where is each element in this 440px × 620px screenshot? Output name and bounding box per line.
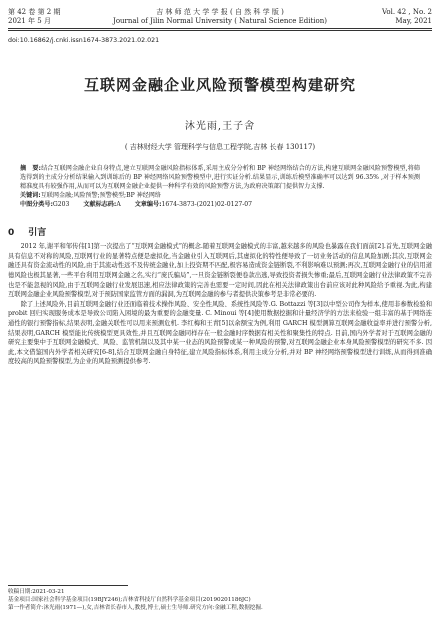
header-rule-thin bbox=[8, 30, 432, 31]
affiliation: ( 吉林财经大学 管理科学与信息工程学院,吉林 长春 130117) bbox=[124, 143, 316, 151]
journal-name-en: Journal of Jilin Normal University ( Natural Science Edition) bbox=[113, 17, 327, 25]
clc-number bbox=[20, 200, 69, 209]
keywords-text: 互联网金融;风险预警;预警模型;BP 神经网络 bbox=[40, 192, 161, 200]
footnotes bbox=[8, 585, 432, 612]
publication-date: 2021 年 5 月 bbox=[8, 17, 51, 25]
document-code bbox=[83, 200, 120, 209]
keywords bbox=[20, 191, 420, 200]
doc-label: 文献标志码: bbox=[83, 201, 117, 209]
abstract bbox=[20, 164, 420, 191]
footnote-funding: 基金项目:国家社会科学基金项目(19BJY246);吉林省科技厅自然科学基金项目(20190201186JC) bbox=[8, 597, 251, 603]
clc-label: 中图分类号: bbox=[20, 201, 53, 209]
id-value: 1674-3873-(2021)02-0127-07 bbox=[161, 201, 253, 209]
article-id bbox=[135, 200, 252, 209]
running-header bbox=[8, 8, 432, 26]
footnote-author: 第一作者简介:沐光雨(1971—),女,吉林省长春市人,教授,博士,硕士生导师.研究方向:金融工程,数据挖掘. bbox=[8, 605, 263, 611]
paper-title: 互联网金融企业风险预警模型构建研究 bbox=[83, 76, 356, 94]
keywords-label: 关键词: bbox=[20, 192, 41, 200]
doi[interactable]: doi:10.16862/j.cnki.issn1674-3873.2021.02.021 bbox=[8, 37, 160, 44]
volume-issue: 第 42 卷 第 2 期 bbox=[8, 8, 61, 16]
id-label: 文章编号: bbox=[134, 201, 162, 209]
journal-name-cn: 吉 林 师 范 大 学 学 报 ( 自 然 科 学 版 ) bbox=[156, 8, 284, 16]
abstract-label: 摘 要: bbox=[20, 165, 41, 172]
doc-value: A bbox=[116, 201, 121, 209]
clc-value: G203 bbox=[52, 201, 70, 209]
body-text bbox=[8, 242, 432, 367]
section-number: 0 bbox=[8, 228, 15, 239]
paragraph: 2012 年,谢平和邹传伟[1]第一次提出了“互联网金融模式”的概念.随着互联网金融模式的丰富,越来越多的风险也暴露在我们面前[2].首先,互联网金融具有信息不对称的风险,互联网行业的显著特点便是虚拟化,当金融业引入互联网后,其虚拟化的特性便导致了一切业务活动的信息风险加剧;其次,互联网金融还具有资金流动性的风险,由于其流动性远不及传统金融业,加上投资期不匹配,极容易造成资金链断裂,不利影响难以预测;再次,互联网金融行业的信用道德风险也极其显著,一些平台利用互联网金融之名,实行“庞氏骗局”,一旦资金链断裂便卷款出逃,导致投资者损失惨重;最后,互联网金融行业法律政策不完善也是不能忽视的风险,由于互联网金融行业发展迅速,相应法律政策的完善也需要一定时间,因此在相关法律政策出台前应该对此种风险给予重视.为此,构建互联网金融企业风险预警模型,对于预防国家监管方面的漏洞,为互联网金融的参与者提供决策参考是非常必要的. bbox=[8, 243, 432, 299]
abstract-text: 结合互联网金融企业自身特点,建立互联网金融风险指标体系,采用主成分分析和 BP 神经网络结合的方法,构建互联网金融风险预警模型,将筛选得到的主成分分析结果输入到训练后的 BP 神经网络风险预警模型中,进行实证分析.结果显示,训练后模型准确率可以达到 96.35% ,对于样本预测精准度具有较强作用,从而可以为互联网金融企业提供一种科学有效的风险预警方法,为政府决策部门提供智力支撑. bbox=[20, 165, 421, 191]
section-title: 引言 bbox=[28, 228, 47, 239]
article-meta bbox=[20, 200, 420, 209]
footnote-received: 收稿日期:2021-03-21 bbox=[8, 589, 65, 595]
authors: 沐光雨,王子舍 bbox=[184, 121, 256, 132]
paper-page bbox=[8, 8, 432, 612]
publication-date-en: May, 2021 bbox=[395, 17, 432, 25]
header-rule bbox=[8, 28, 432, 29]
volume-issue-en: Vol. 42 , No. 2 bbox=[381, 8, 432, 16]
footnote-rule bbox=[8, 585, 128, 586]
paragraph: 除了上述风险外,目前互联网金融行业还面临着技术操作风险、安全性风险、系统性风险等.G. Bottazzi 等[3]以中型公司作为样本,使用非参数检验和 probit 回归实现服务成本是导致公司陷入困境的最为重要的金融变量. C. Minoui 等[4]使用数据挖掘和计量经济学的方法来检验一组丰富的基于网络连通性的银行预警指标,结果表明,金融关联性可以用来预测危机. 李红梅和王青[5]以余额宝为例,利用 GARCH 模型测算互联网金融收益率并进行预警分析,结果表明,GARCH 模型能比传统模型更具效性,并且互联网金融同样存在一般金融时序数据有相关性和聚集性的特点. 目前,国内外学者对于互联网金融的研究主要集中于互联网金融模式、风险、监管机制以及其中某一业态的风险预警或某一种风险的预警,对互联网金融企业本身风险预警模型的研究不多. 因此,本文借鉴国内外学者相关研究[6-8],结合互联网金融自身特征,建立风险指标体系,利用主成分分析,并对 BP 神经网络预警模型进行训练,从而得到准确度较高的风险预警模型,为企业的风险预测提供参考. bbox=[8, 300, 432, 366]
section-heading bbox=[8, 225, 432, 238]
